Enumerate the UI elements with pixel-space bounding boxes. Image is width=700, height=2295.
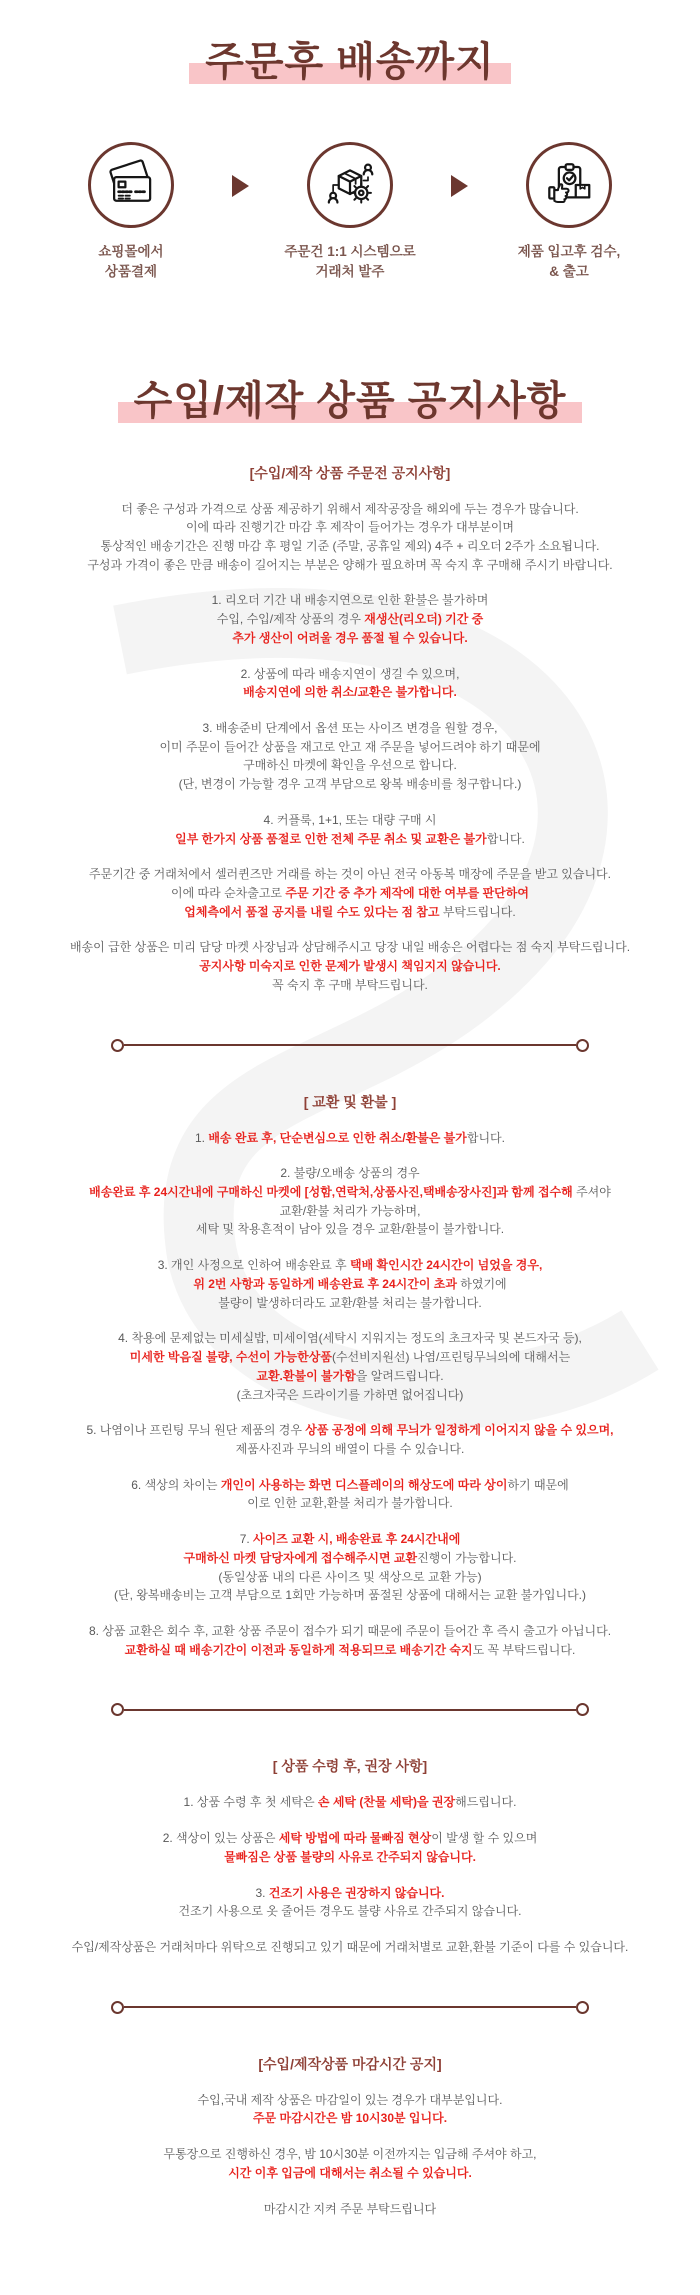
step-label-line1: 제품 입고후 검수, — [518, 242, 621, 262]
body-text: 배송이 급한 상품은 미리 담당 마켓 사장님과 상담해주시고 당장 내일 배송은 어렵다는 점 숙지 부탁드립니다. — [70, 940, 630, 954]
text-line — [0, 1164, 700, 1183]
body-text: 해드립니다. — [455, 1795, 516, 1809]
text-line — [0, 2091, 700, 2110]
body-text: 7. — [240, 1532, 253, 1546]
emphasis-text: 주문 마감시간은 밤 10시30분 입니다. — [253, 2111, 447, 2125]
section-divider — [111, 2001, 589, 2014]
text-line — [0, 2109, 700, 2128]
text-block — [0, 719, 700, 794]
divider-rule — [124, 2006, 576, 2009]
emphasis-text: 상품 공정에 의해 무늬가 일정하게 이어지지 않을 수 있으며, — [305, 1423, 613, 1437]
body-text: 통상적인 배송기간은 진행 마감 후 평일 기준 (주말, 공휴일 제외) 4주 + 리오더 2주가 소요됩니다. — [100, 539, 599, 553]
text-block — [0, 1530, 700, 1605]
body-text: 도 꼭 부탁드립니다. — [473, 1643, 576, 1657]
body-text: (초크자국은 드라이기를 가하면 없어집니다) — [237, 1388, 464, 1402]
emphasis-text: 건조기 사용은 권장하지 않습니다. — [269, 1886, 445, 1900]
body-text: 4. 착용에 문제없는 미세실밥, 미세이염(세탁시 지워지는 정도의 초크자국 및 본드자국 등), — [118, 1331, 582, 1345]
body-text: 5. 나염이나 프린팅 무늬 원단 제품의 경우 — [86, 1423, 305, 1437]
emphasis-text: 교환.환불이 불가함 — [256, 1369, 355, 1383]
body-text: (단, 왕복배송비는 고객 부담으로 1회만 가능하며 품절된 상품에 대해서는 교환 불가입니다.) — [114, 1588, 586, 1602]
emphasis-text: 구매하신 마켓 담당자에게 접수해주시면 교환 — [184, 1551, 418, 1565]
text-line — [0, 976, 700, 995]
text-line — [0, 500, 700, 519]
emphasis-text: 추가 생산이 어려울 경우 품절 될 수 있습니다. — [232, 631, 467, 645]
body-text: 이미 주문이 들어간 상품을 재고로 안고 재 주문을 넣어드려야 하기 때문에 — [159, 740, 540, 754]
page-title-text: 수입/제작 상품 공지사항 — [134, 379, 567, 423]
text-block — [0, 1421, 700, 1458]
emphasis-text: 손 세탁 (찬물 세탁)을 권장 — [318, 1795, 455, 1809]
emphasis-text: 배송완료 후 24시간내에 구매하신 마켓에 [성함,연락처,상품사진,택배송장사진]과 함께 접수해 — [89, 1185, 573, 1199]
text-line — [0, 811, 700, 830]
section-heading: [ 교환 및 환불 ] — [0, 1092, 700, 1112]
body-text: 3. 개인 사정으로 인하여 배송완료 후 — [158, 1258, 350, 1272]
body-text: 진행이 가능합니다. — [417, 1551, 516, 1565]
text-line — [0, 1183, 700, 1202]
body-text: 부탁드립니다. — [443, 905, 516, 919]
notice-title-wrap — [0, 379, 700, 423]
body-text: 수입,국내 제작 상품은 마감일이 있는 경우가 대부분입니다. — [198, 2093, 503, 2107]
body-text: 2. 색상이 있는 상품은 — [163, 1831, 279, 1845]
body-text: 합니다. — [487, 832, 525, 846]
body-text: 2. 상품에 따라 배송지연이 생길 수 있으며, — [241, 667, 460, 681]
notice-section — [0, 2054, 700, 2219]
section-divider — [111, 1039, 589, 1052]
text-line — [0, 1129, 700, 1148]
text-line — [0, 756, 700, 775]
body-text: 3. 배송준비 단계에서 옵션 또는 사이즈 변경을 원할 경우, — [202, 721, 497, 735]
text-line — [0, 1494, 700, 1513]
text-line — [0, 1440, 700, 1459]
body-text: 1. 리오더 기간 내 배송지연으로 인한 환불은 불가하며 — [212, 593, 489, 607]
text-line — [0, 903, 700, 922]
text-line — [0, 665, 700, 684]
text-line — [0, 1476, 700, 1495]
text-line — [0, 1348, 700, 1367]
body-text: 수입/제작상품은 거래처마다 위탁으로 진행되고 있기 때문에 거래처별로 교환,환불 기준이 다를 수 있습니다. — [72, 1940, 629, 1954]
text-line — [0, 719, 700, 738]
text-line — [0, 1275, 700, 1294]
text-line — [0, 1568, 700, 1587]
body-text: 무통장으로 진행하신 경우, 밤 10시30분 이전까지는 입금해 주셔야 하고, — [163, 2147, 536, 2161]
step-circle — [526, 142, 612, 228]
text-block — [0, 1884, 700, 1921]
body-text: 세탁 및 착용흔적이 남아 있을 경우 교환/환불이 불가합니다. — [196, 1222, 504, 1236]
notice-sections — [0, 463, 700, 2295]
text-line — [0, 830, 700, 849]
arrow-right-icon — [232, 175, 249, 197]
text-block — [0, 1622, 700, 1659]
body-text: 교환/환불 처리가 가능하며, — [280, 1204, 421, 1218]
body-text: 4. 커플룩, 1+1, 또는 대량 구매 시 — [264, 813, 437, 827]
body-text: 주셔야 — [573, 1185, 611, 1199]
text-line — [0, 2145, 700, 2164]
body-text: 을 알려드립니다. — [356, 1369, 444, 1383]
text-line — [0, 1622, 700, 1641]
body-text: 건조기 사용으로 옷 줄어든 경우도 불량 사유로 간주되지 않습니다. — [179, 1904, 522, 1918]
body-text: 더 좋은 구성과 가격으로 상품 제공하기 위해서 제작공장을 해외에 두는 경우가 많습니다. — [121, 502, 578, 516]
step-label — [284, 242, 415, 283]
divider-dot-icon — [576, 1703, 589, 1716]
text-line — [0, 1256, 700, 1275]
divider-rule — [124, 1044, 576, 1047]
text-line — [0, 518, 700, 537]
emphasis-text: 주문 기간 중 추가 제작에 대한 여부를 판단하여 — [285, 886, 529, 900]
section-divider — [111, 1703, 589, 1716]
text-block — [0, 500, 700, 575]
inspection-shipping-icon — [542, 158, 596, 212]
text-block — [0, 1256, 700, 1312]
credit-card-icon — [104, 158, 158, 212]
process-steps — [0, 142, 700, 283]
text-line — [0, 1549, 700, 1568]
divider-dot-icon — [576, 1039, 589, 1052]
text-line — [0, 1367, 700, 1386]
notice-section — [0, 463, 700, 995]
emphasis-text: 일부 한가지 상품 품절로 인한 전체 주문 취소 및 교환은 불가 — [175, 832, 487, 846]
step-circle — [88, 142, 174, 228]
body-text: 1. — [195, 1131, 208, 1145]
text-line — [0, 738, 700, 757]
step-label-line2: 상품결제 — [98, 262, 163, 282]
text-block — [0, 1329, 700, 1404]
text-line — [0, 2200, 700, 2219]
body-text: 이에 따라 진행기간 마감 후 제작이 들어가는 경우가 대부분이며 — [186, 520, 514, 534]
text-line — [0, 610, 700, 629]
text-line — [0, 1421, 700, 1440]
text-block — [0, 591, 700, 647]
order-system-icon — [323, 158, 377, 212]
text-line — [0, 1329, 700, 1348]
step-circle — [307, 142, 393, 228]
page-title-notice — [134, 379, 567, 423]
step-label — [98, 242, 163, 283]
emphasis-text: 위 2번 사항과 동일하게 배송완료 후 24시간이 초과 — [193, 1277, 460, 1291]
body-text: 불량이 발생하더라도 교환/환불 처리는 불가합니다. — [218, 1296, 481, 1310]
text-line — [0, 1884, 700, 1903]
text-line — [0, 591, 700, 610]
emphasis-text: 시간 이후 입금에 대해서는 취소될 수 있습니다. — [228, 2166, 472, 2180]
text-line — [0, 2164, 700, 2183]
text-line — [0, 865, 700, 884]
text-line — [0, 1294, 700, 1313]
emphasis-text: 사이즈 교환 시, 배송완료 후 24시간내에 — [253, 1532, 460, 1546]
step-order-system — [275, 142, 425, 283]
text-block — [0, 1793, 700, 1812]
text-block — [0, 1129, 700, 1148]
text-block — [0, 1829, 700, 1866]
body-text: 3. — [256, 1886, 269, 1900]
text-line — [0, 1202, 700, 1221]
emphasis-text: 미세한 박음질 불량, 수선이 가능한상품 — [130, 1350, 332, 1364]
text-line — [0, 957, 700, 976]
text-block — [0, 665, 700, 702]
text-line — [0, 537, 700, 556]
body-text: (단, 변경이 가능할 경우 고객 부담으로 왕복 배송비를 청구합니다.) — [179, 777, 522, 791]
order-to-delivery-title-wrap — [0, 40, 700, 84]
text-line — [0, 938, 700, 957]
emphasis-text: 배송 완료 후, 단순변심으로 인한 취소/환불은 불가 — [208, 1131, 467, 1145]
divider-rule — [124, 1709, 576, 1712]
body-text: 꼭 숙지 후 구매 부탁드립니다. — [272, 978, 428, 992]
body-text: 이에 따라 순차출고로 — [171, 886, 285, 900]
section-heading: [수입/제작상품 마감시간 공지] — [0, 2054, 700, 2074]
step-label-line1: 주문건 1:1 시스템으로 — [284, 242, 415, 262]
text-line — [0, 1829, 700, 1848]
text-line — [0, 1386, 700, 1405]
step-label-line1: 쇼핑몰에서 — [98, 242, 163, 262]
body-text: 마감시간 지켜 주문 부탁드립니다 — [264, 2202, 436, 2216]
text-block — [0, 938, 700, 994]
body-text: (동일상품 내의 다른 사이즈 및 색상으로 교환 가능) — [218, 1570, 481, 1584]
text-line — [0, 1793, 700, 1812]
section-heading: [수입/제작 상품 주문전 공지사항] — [0, 463, 700, 483]
text-block — [0, 1476, 700, 1513]
body-text: 하였기에 — [460, 1277, 506, 1291]
text-line — [0, 884, 700, 903]
text-line — [0, 629, 700, 648]
body-text: 합니다. — [467, 1131, 505, 1145]
body-text: 이로 인한 교환,환불 처리가 불가합니다. — [247, 1496, 452, 1510]
text-line — [0, 775, 700, 794]
divider-dot-icon — [111, 1039, 124, 1052]
text-block — [0, 1938, 700, 1957]
body-text: 하기 때문에 — [507, 1478, 568, 1492]
emphasis-text: 세탁 방법에 따라 물빠짐 현상 — [279, 1831, 431, 1845]
emphasis-text: 배송지연에 의한 취소/교환은 불가합니다. — [243, 685, 457, 699]
text-line — [0, 1530, 700, 1549]
emphasis-text: 공지사항 미숙지로 인한 문제가 발생시 책임지지 않습니다. — [199, 959, 501, 973]
arrow-right-icon — [451, 175, 468, 197]
notice-section — [0, 1756, 700, 1956]
divider-dot-icon — [111, 1703, 124, 1716]
body-text: 8. 상품 교환은 회수 후, 교환 상품 주문이 접수가 되기 때문에 주문이 들어간 후 즉시 출고가 아닙니다. — [89, 1624, 611, 1638]
page-title-order-to-delivery — [205, 40, 495, 84]
step-label-line2: & 출고 — [518, 262, 621, 282]
body-text: 구성과 가격이 좋은 만큼 배송이 길어지는 부분은 양해가 필요하며 꼭 숙지 후 구매해 주시기 바랍니다. — [87, 558, 612, 572]
text-block — [0, 2145, 700, 2182]
page-title-text: 주문후 배송까지 — [205, 40, 495, 84]
text-line — [0, 1938, 700, 1957]
body-text: (수선비지원선) 나염/프린팅무늬의에 대해서는 — [332, 1350, 570, 1364]
step-shop-payment — [56, 142, 206, 283]
text-block — [0, 865, 700, 921]
step-inspection-shipping — [494, 142, 644, 283]
emphasis-text: 업체측에서 품절 공지를 내릴 수도 있다는 점 참고 — [184, 905, 443, 919]
text-line — [0, 1902, 700, 1921]
body-text: 수입, 수입/제작 상품의 경우 — [217, 612, 365, 626]
emphasis-text: 교환하실 때 배송기간이 이전과 동일하게 적용되므로 배송기간 숙지 — [125, 1643, 473, 1657]
emphasis-text: 물빠짐은 상품 불량의 사유로 간주되지 않습니다. — [224, 1850, 476, 1864]
section-heading: [ 상품 수령 후, 권장 사항] — [0, 1756, 700, 1776]
body-text: 6. 색상의 차이는 — [131, 1478, 221, 1492]
emphasis-text: 재생산(리오더) 기간 중 — [364, 612, 483, 626]
text-line — [0, 683, 700, 702]
body-text: 2. 불량/오배송 상품의 경우 — [280, 1166, 419, 1180]
body-text: 이 발생 할 수 있으며 — [431, 1831, 537, 1845]
text-line — [0, 1641, 700, 1660]
emphasis-text: 택배 확인시간 24시간이 넘었을 경우, — [350, 1258, 542, 1272]
body-text: 주문기간 중 거래처에서 셀러퀸즈만 거래를 하는 것이 아닌 전국 아동복 매장에 주문을 받고 있습니다. — [89, 867, 611, 881]
body-text: 구매하신 마켓에 확인을 우선으로 합니다. — [243, 758, 457, 772]
text-block — [0, 811, 700, 848]
text-line — [0, 1586, 700, 1605]
text-block — [0, 2200, 700, 2219]
body-text: 1. 상품 수령 후 첫 세탁은 — [184, 1795, 318, 1809]
text-line — [0, 1848, 700, 1867]
divider-dot-icon — [111, 2001, 124, 2014]
text-block — [0, 1164, 700, 1239]
notice-section — [0, 1092, 700, 1660]
emphasis-text: 개인이 사용하는 화면 디스플레이의 해상도에 따라 상이 — [221, 1478, 508, 1492]
divider-dot-icon — [576, 2001, 589, 2014]
text-block — [0, 2091, 700, 2128]
body-text: 제품사진과 무늬의 배열이 다를 수 있습니다. — [236, 1442, 465, 1456]
text-line — [0, 556, 700, 575]
step-label — [518, 242, 621, 283]
step-label-line2: 거래처 발주 — [284, 262, 415, 282]
text-line — [0, 1220, 700, 1239]
